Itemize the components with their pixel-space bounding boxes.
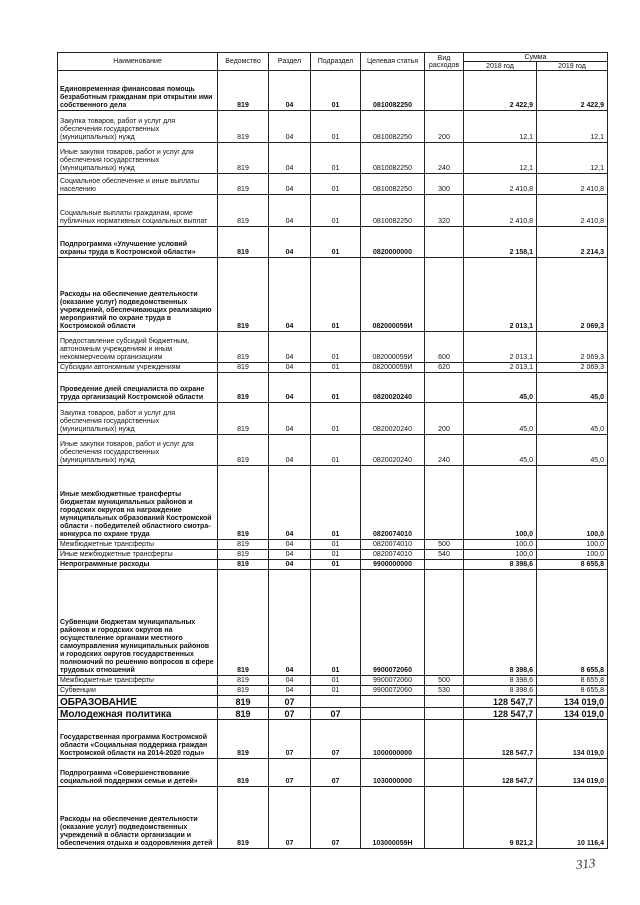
cell-target: 0820074010 (361, 550, 425, 560)
cell-subsection: 07 (311, 787, 361, 849)
cell-kind (425, 696, 464, 708)
cell-dept: 819 (218, 686, 269, 696)
cell-section: 04 (269, 111, 311, 143)
cell-section: 04 (269, 195, 311, 227)
cell-name: Расходы на обеспечение деятельности (оказание услуг) подведомственных учреждений в области организации и обеспечения отдыха и оздоровления детей (58, 787, 218, 849)
cell-subsection: 01 (311, 332, 361, 363)
cell-name: Межбюджетные трансферты (58, 540, 218, 550)
cell-subsection: 01 (311, 373, 361, 403)
cell-2019: 100,0 (537, 550, 608, 560)
table-row (58, 403, 608, 435)
cell-dept: 819 (218, 258, 269, 332)
cell-kind: 320 (425, 195, 464, 227)
cell-2018: 128 547,7 (464, 696, 537, 708)
header-2019: 2019 год (537, 62, 608, 71)
table-row (58, 227, 608, 258)
header-kind: Вид расходов (425, 53, 464, 71)
cell-2018: 12,1 (464, 143, 537, 174)
cell-2018: 100,0 (464, 466, 537, 540)
header-target: Целевая статья (361, 53, 425, 71)
cell-section: 04 (269, 373, 311, 403)
cell-target (361, 708, 425, 720)
table-row (58, 195, 608, 227)
cell-2019: 45,0 (537, 403, 608, 435)
cell-2019: 134 019,0 (537, 708, 608, 720)
cell-name: Субвенции бюджетам муниципальных районов и городских округов на осуществление органами местного самоуправления муниципальных районов и городских округов государственных полномочий по решению вопросов в сфере трудовых отношений (58, 570, 218, 676)
cell-name: Государственная программа Костромской области «Социальная поддержка граждан Костромской области на 2014-2020 годы» (58, 720, 218, 759)
table-row (58, 787, 608, 849)
table-row (58, 71, 608, 111)
cell-kind (425, 759, 464, 787)
cell-target: 0820020240 (361, 373, 425, 403)
cell-2018: 2 013,1 (464, 258, 537, 332)
cell-section: 04 (269, 570, 311, 676)
cell-2018: 45,0 (464, 435, 537, 466)
cell-subsection: 01 (311, 435, 361, 466)
header-name: Наименование (58, 53, 218, 71)
cell-kind (425, 227, 464, 258)
cell-dept: 819 (218, 787, 269, 849)
header-2018: 2018 год (464, 62, 537, 71)
cell-subsection: 01 (311, 227, 361, 258)
cell-2018: 9 821,2 (464, 787, 537, 849)
cell-subsection: 01 (311, 174, 361, 195)
cell-target: 9900072060 (361, 686, 425, 696)
cell-section: 04 (269, 174, 311, 195)
cell-section: 04 (269, 466, 311, 540)
table-row (58, 676, 608, 686)
cell-subsection: 01 (311, 258, 361, 332)
cell-target: 082000059И (361, 332, 425, 363)
cell-2018: 2 013,1 (464, 363, 537, 373)
cell-subsection: 01 (311, 195, 361, 227)
cell-section: 04 (269, 258, 311, 332)
cell-subsection (311, 696, 361, 708)
table-row (58, 435, 608, 466)
cell-dept: 819 (218, 174, 269, 195)
cell-section: 04 (269, 550, 311, 560)
cell-target: 0820020240 (361, 403, 425, 435)
cell-dept: 819 (218, 550, 269, 560)
cell-kind: 500 (425, 676, 464, 686)
cell-2018: 128 547,7 (464, 720, 537, 759)
cell-2019: 134 019,0 (537, 759, 608, 787)
cell-2019: 8 655,8 (537, 560, 608, 570)
cell-name: Закупка товаров, работ и услуг для обеспечения государственных (муниципальных) нужд (58, 111, 218, 143)
table-row (58, 174, 608, 195)
cell-subsection: 01 (311, 560, 361, 570)
cell-2018: 100,0 (464, 550, 537, 560)
cell-target: 0820074010 (361, 466, 425, 540)
cell-2019: 2 069,3 (537, 258, 608, 332)
cell-kind (425, 71, 464, 111)
header-section: Раздел (269, 53, 311, 71)
cell-name: Подпрограмма «Улучшение условий охраны труда в Костромской области» (58, 227, 218, 258)
cell-2019: 2 422,9 (537, 71, 608, 111)
cell-dept: 819 (218, 195, 269, 227)
table-row (58, 111, 608, 143)
cell-target: 082000059И (361, 258, 425, 332)
cell-target: 9900000000 (361, 560, 425, 570)
table-row (58, 570, 608, 676)
table-row (58, 143, 608, 174)
cell-kind: 200 (425, 403, 464, 435)
cell-dept: 819 (218, 708, 269, 720)
cell-dept: 819 (218, 570, 269, 676)
cell-kind (425, 570, 464, 676)
table-row (58, 686, 608, 696)
cell-kind: 240 (425, 435, 464, 466)
cell-dept: 819 (218, 759, 269, 787)
cell-2018: 12,1 (464, 111, 537, 143)
cell-kind: 500 (425, 540, 464, 550)
table-row (58, 720, 608, 759)
cell-kind: 620 (425, 363, 464, 373)
cell-2018: 45,0 (464, 373, 537, 403)
cell-name: Иные закупки товаров, работ и услуг для обеспечения государственных (муниципальных) нужд (58, 435, 218, 466)
cell-kind: 200 (425, 111, 464, 143)
cell-name: Единовременная финансовая помощь безработным гражданам при открытии ими собственного дела (58, 71, 218, 111)
cell-kind: 240 (425, 143, 464, 174)
cell-subsection: 01 (311, 550, 361, 560)
cell-2018: 8 398,6 (464, 686, 537, 696)
cell-2019: 2 410,8 (537, 195, 608, 227)
cell-2019: 12,1 (537, 143, 608, 174)
cell-target: 9900072060 (361, 676, 425, 686)
cell-dept: 819 (218, 696, 269, 708)
cell-kind: 530 (425, 686, 464, 696)
cell-dept: 819 (218, 373, 269, 403)
cell-dept: 819 (218, 676, 269, 686)
cell-target: 9900072060 (361, 570, 425, 676)
cell-2018: 128 547,7 (464, 759, 537, 787)
cell-dept: 819 (218, 720, 269, 759)
cell-dept: 819 (218, 111, 269, 143)
cell-kind (425, 708, 464, 720)
cell-dept: 819 (218, 435, 269, 466)
cell-dept: 819 (218, 540, 269, 550)
cell-target: 0810082250 (361, 111, 425, 143)
cell-section: 04 (269, 332, 311, 363)
cell-kind (425, 373, 464, 403)
cell-kind (425, 560, 464, 570)
cell-2018: 8 398,6 (464, 676, 537, 686)
cell-kind (425, 787, 464, 849)
cell-section: 04 (269, 560, 311, 570)
cell-target: 0810082250 (361, 71, 425, 111)
cell-target: 0820000000 (361, 227, 425, 258)
table-row (58, 363, 608, 373)
cell-section: 07 (269, 759, 311, 787)
cell-subsection: 07 (311, 720, 361, 759)
cell-2019: 45,0 (537, 373, 608, 403)
table-row (58, 696, 608, 708)
cell-2018: 8 398,6 (464, 570, 537, 676)
cell-target: 0810082250 (361, 143, 425, 174)
cell-section: 04 (269, 403, 311, 435)
cell-section: 04 (269, 143, 311, 174)
cell-kind (425, 720, 464, 759)
cell-section: 04 (269, 71, 311, 111)
cell-2019: 2 214,3 (537, 227, 608, 258)
cell-name: Расходы на обеспечение деятельности (оказание услуг) подведомственных учреждений, обеспечивающих реализацию мероприятий по охране труда в Костромской области (58, 258, 218, 332)
cell-name: Предоставление субсидий бюджетным, автономным учреждениям и иным некоммерческим организациям (58, 332, 218, 363)
cell-name: Субвенции (58, 686, 218, 696)
cell-2018: 2 422,9 (464, 71, 537, 111)
cell-2019: 10 116,4 (537, 787, 608, 849)
cell-2019: 8 655,8 (537, 570, 608, 676)
cell-2019: 134 019,0 (537, 720, 608, 759)
cell-2019: 8 655,8 (537, 686, 608, 696)
cell-2018: 100,0 (464, 540, 537, 550)
cell-subsection: 01 (311, 676, 361, 686)
cell-section: 04 (269, 227, 311, 258)
cell-subsection: 01 (311, 570, 361, 676)
cell-2018: 128 547,7 (464, 708, 537, 720)
cell-kind (425, 258, 464, 332)
cell-kind: 600 (425, 332, 464, 363)
cell-dept: 819 (218, 560, 269, 570)
cell-target: 1030000000 (361, 759, 425, 787)
cell-2019: 100,0 (537, 540, 608, 550)
table-row (58, 332, 608, 363)
cell-subsection: 01 (311, 111, 361, 143)
cell-subsection: 01 (311, 363, 361, 373)
cell-name: Подпрограмма «Совершенствование социальной поддержки семьи и детей» (58, 759, 218, 787)
header-sum: Сумма (464, 53, 608, 62)
cell-subsection: 01 (311, 71, 361, 111)
cell-dept: 819 (218, 332, 269, 363)
table-row (58, 466, 608, 540)
cell-name: Иные межбюджетные трансферты (58, 550, 218, 560)
cell-2018: 2 013,1 (464, 332, 537, 363)
cell-2019: 12,1 (537, 111, 608, 143)
cell-target: 0820020240 (361, 435, 425, 466)
cell-2019: 8 655,8 (537, 676, 608, 686)
cell-2018: 2 410,8 (464, 195, 537, 227)
cell-subsection: 01 (311, 466, 361, 540)
cell-dept: 819 (218, 466, 269, 540)
table-row (58, 373, 608, 403)
cell-name: Межбюджетные трансферты (58, 676, 218, 686)
cell-name: ОБРАЗОВАНИЕ (58, 696, 218, 708)
table-row (58, 759, 608, 787)
cell-subsection: 01 (311, 403, 361, 435)
table-row (58, 550, 608, 560)
cell-name: Проведение дней специалиста по охране труда организаций Костромской области (58, 373, 218, 403)
budget-table-sheet (57, 52, 607, 849)
cell-name: Социальное обеспечение и иные выплаты населению (58, 174, 218, 195)
cell-section: 07 (269, 708, 311, 720)
cell-target: 0820074010 (361, 540, 425, 550)
cell-name: Социальные выплаты гражданам, кроме публичных нормативных социальных выплат (58, 195, 218, 227)
page-number: 313 (575, 855, 597, 872)
cell-2019: 100,0 (537, 466, 608, 540)
cell-section: 04 (269, 363, 311, 373)
cell-2018: 2 158,1 (464, 227, 537, 258)
cell-2018: 2 410,8 (464, 174, 537, 195)
cell-section: 04 (269, 676, 311, 686)
cell-section: 07 (269, 787, 311, 849)
cell-target: 0810082250 (361, 174, 425, 195)
cell-2019: 134 019,0 (537, 696, 608, 708)
cell-kind (425, 466, 464, 540)
cell-section: 07 (269, 720, 311, 759)
cell-section: 04 (269, 435, 311, 466)
cell-target: 0810082250 (361, 195, 425, 227)
header-subsection: Подраздел (311, 53, 361, 71)
cell-dept: 819 (218, 143, 269, 174)
cell-dept: 819 (218, 71, 269, 111)
cell-dept: 819 (218, 227, 269, 258)
cell-target: 1000000000 (361, 720, 425, 759)
cell-2019: 2 069,3 (537, 363, 608, 373)
cell-target: 103000059Н (361, 787, 425, 849)
cell-section: 04 (269, 540, 311, 550)
cell-subsection: 07 (311, 708, 361, 720)
cell-name: Закупка товаров, работ и услуг для обеспечения государственных (муниципальных) нужд (58, 403, 218, 435)
table-row (58, 708, 608, 720)
cell-kind: 540 (425, 550, 464, 560)
table-row (58, 540, 608, 550)
cell-name: Иные закупки товаров, работ и услуг для обеспечения государственных (муниципальных) нужд (58, 143, 218, 174)
table-row (58, 258, 608, 332)
cell-section: 07 (269, 696, 311, 708)
cell-name: Субсидии автономным учреждениям (58, 363, 218, 373)
cell-2019: 2 410,8 (537, 174, 608, 195)
cell-name: Молодежная политика (58, 708, 218, 720)
table-row (58, 560, 608, 570)
cell-name: Иные межбюджетные трансферты бюджетам муниципальных районов и городских округов на награждение муниципальных образований Костромской области - победителей областного смотра-конкурса по охране труда (58, 466, 218, 540)
budget-table (57, 52, 608, 849)
cell-2018: 45,0 (464, 403, 537, 435)
cell-subsection: 01 (311, 143, 361, 174)
cell-target (361, 696, 425, 708)
cell-section: 04 (269, 686, 311, 696)
cell-subsection: 01 (311, 540, 361, 550)
cell-2018: 8 398,6 (464, 560, 537, 570)
cell-target: 082000059И (361, 363, 425, 373)
cell-2019: 45,0 (537, 435, 608, 466)
cell-subsection: 07 (311, 759, 361, 787)
table-body (58, 71, 608, 849)
header-dept: Ведомство (218, 53, 269, 71)
cell-dept: 819 (218, 363, 269, 373)
cell-name: Непрограммные расходы (58, 560, 218, 570)
cell-2019: 2 069,3 (537, 332, 608, 363)
cell-kind: 300 (425, 174, 464, 195)
cell-subsection: 01 (311, 686, 361, 696)
cell-dept: 819 (218, 403, 269, 435)
